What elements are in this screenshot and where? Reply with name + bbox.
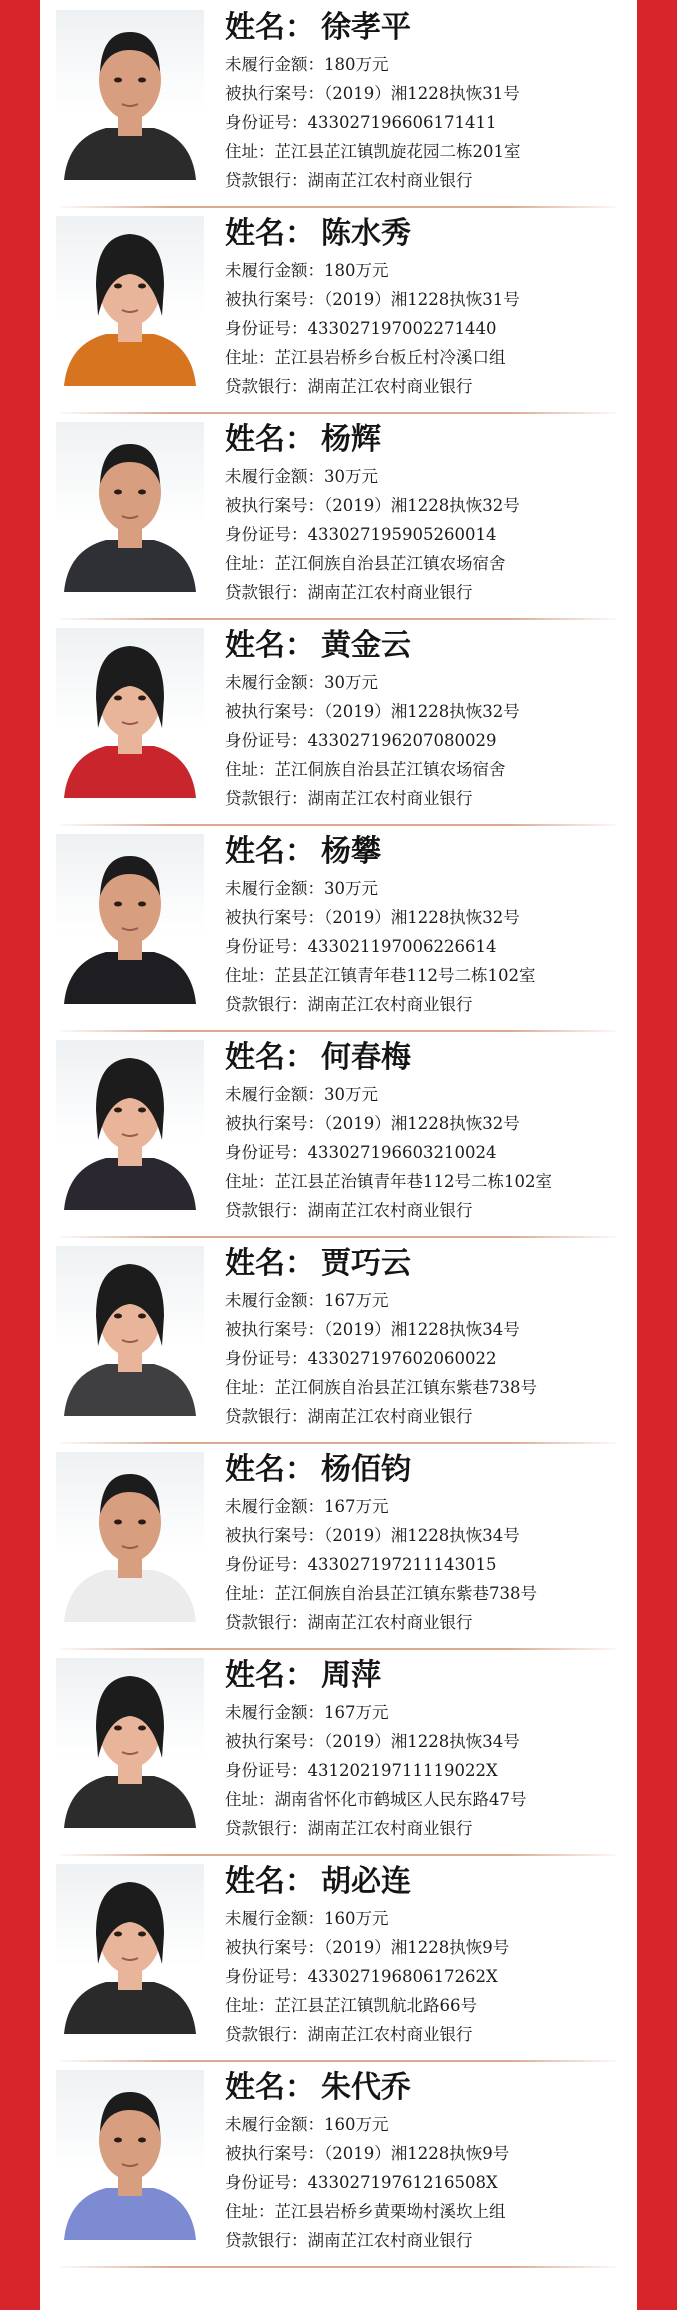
debtor-entry (40, 1238, 637, 1444)
case-row (225, 1109, 625, 1138)
amount-row (225, 1286, 625, 1315)
address-value: 芷江县芷江镇凯旋花园二栋201室 (274, 142, 521, 161)
entry-divider (60, 2266, 617, 2268)
debtor-name: 徐孝平 (321, 10, 411, 45)
debtor-entry (40, 826, 637, 1032)
debtor-info (225, 1448, 625, 1637)
address-value: 芷江县芷治镇青年巷112号二栋102室 (274, 1172, 552, 1191)
debtor-name: 杨佰钧 (321, 1452, 411, 1487)
bank-label: 贷款银行： (225, 1613, 308, 1632)
name-row (225, 1242, 625, 1286)
debtor-info (225, 418, 625, 607)
id-value: 433027196603210024 (307, 1143, 497, 1162)
debtor-entry (40, 414, 637, 620)
id-value: 43302719680617262X (307, 1967, 498, 1986)
case-label: 被执行案号： (225, 290, 324, 309)
debtor-entry (40, 1032, 637, 1238)
amount-value: 167万元 (324, 1497, 389, 1516)
id-value: 433027196207080029 (307, 731, 497, 750)
name-label: 姓名： (225, 1040, 315, 1075)
bank-label: 贷款银行： (225, 789, 308, 808)
address-row (225, 1785, 625, 1814)
portrait-photo (56, 628, 204, 798)
portrait-photo (56, 1452, 204, 1622)
case-label: 被执行案号： (225, 702, 324, 721)
bank-row (225, 578, 625, 607)
amount-row (225, 1698, 625, 1727)
id-value: 43120219711119022X (307, 1761, 498, 1780)
amount-row (225, 874, 625, 903)
id-row (225, 314, 625, 343)
case-value: （2019）湘1228执恢32号 (324, 702, 520, 721)
debtor-entry (40, 208, 637, 414)
id-value: 433027197602060022 (307, 1349, 497, 1368)
amount-label: 未履行金额： (225, 673, 324, 692)
id-row (225, 932, 625, 961)
debtor-name: 周萍 (321, 1658, 381, 1693)
case-value: （2019）湘1228执恢9号 (324, 1938, 510, 1957)
address-label: 住址： (225, 1584, 275, 1603)
case-row (225, 1727, 625, 1756)
portrait-photo (56, 422, 204, 592)
amount-value: 160万元 (324, 2115, 389, 2134)
case-label: 被执行案号： (225, 908, 324, 927)
name-label: 姓名： (225, 628, 315, 663)
amount-label: 未履行金额： (225, 1497, 324, 1516)
bank-value: 湖南芷江农村商业银行 (307, 583, 473, 602)
address-value: 芷江侗族自治县芷江镇东紫巷738号 (274, 1378, 537, 1397)
bank-value: 湖南芷江农村商业银行 (307, 995, 473, 1014)
case-label: 被执行案号： (225, 1732, 324, 1751)
name-label: 姓名： (225, 10, 315, 45)
address-label: 住址： (225, 1172, 275, 1191)
address-label: 住址： (225, 1378, 275, 1397)
debtor-name: 杨攀 (321, 834, 381, 869)
id-label: 身份证号： (225, 937, 308, 956)
id-label: 身份证号： (225, 1349, 308, 1368)
id-row (225, 1138, 625, 1167)
debtor-name: 胡必连 (321, 1864, 411, 1899)
case-label: 被执行案号： (225, 1320, 324, 1339)
debtor-entry (40, 620, 637, 826)
amount-value: 30万元 (324, 1085, 378, 1104)
case-row (225, 1315, 625, 1344)
case-row (225, 79, 625, 108)
id-label: 身份证号： (225, 731, 308, 750)
debtor-info (225, 212, 625, 401)
bank-row (225, 990, 625, 1019)
bank-value: 湖南芷江农村商业银行 (307, 789, 473, 808)
bank-value: 湖南芷江农村商业银行 (307, 171, 473, 190)
case-label: 被执行案号： (225, 1938, 324, 1957)
name-label: 姓名： (225, 1864, 315, 1899)
bank-label: 贷款银行： (225, 995, 308, 1014)
amount-label: 未履行金额： (225, 1085, 324, 1104)
debtor-info (225, 2066, 625, 2255)
address-row (225, 961, 625, 990)
case-label: 被执行案号： (225, 84, 324, 103)
amount-value: 30万元 (324, 673, 378, 692)
bank-label: 贷款银行： (225, 583, 308, 602)
amount-value: 180万元 (324, 55, 389, 74)
id-row (225, 1962, 625, 1991)
address-row (225, 1991, 625, 2020)
address-row (225, 2197, 625, 2226)
amount-value: 167万元 (324, 1291, 389, 1310)
address-row (225, 1167, 625, 1196)
address-label: 住址： (225, 1996, 275, 2015)
id-label: 身份证号： (225, 525, 308, 544)
address-value: 芷县芷江镇青年巷112号二栋102室 (274, 966, 536, 985)
case-label: 被执行案号： (225, 496, 324, 515)
id-label: 身份证号： (225, 113, 308, 132)
portrait-photo (56, 834, 204, 1004)
amount-value: 30万元 (324, 879, 378, 898)
id-value: 433027197002271440 (307, 319, 497, 338)
bank-row (225, 1814, 625, 1843)
bank-row (225, 1196, 625, 1225)
address-value: 芷江侗族自治县芷江镇农场宿舍 (274, 554, 506, 573)
case-value: （2019）湘1228执恢32号 (324, 496, 520, 515)
bank-row (225, 2020, 625, 2049)
id-label: 身份证号： (225, 1555, 308, 1574)
case-value: （2019）湘1228执恢34号 (324, 1526, 520, 1545)
address-row (225, 755, 625, 784)
amount-row (225, 50, 625, 79)
case-row (225, 903, 625, 932)
amount-row (225, 1904, 625, 1933)
debtor-name: 黄金云 (321, 628, 411, 663)
amount-label: 未履行金额： (225, 2115, 324, 2134)
amount-value: 30万元 (324, 467, 378, 486)
address-value: 芷江侗族自治县芷江镇农场宿舍 (274, 760, 506, 779)
portrait-photo (56, 2070, 204, 2240)
amount-row (225, 2110, 625, 2139)
amount-label: 未履行金额： (225, 261, 324, 280)
portrait-photo (56, 216, 204, 386)
debtor-entry (40, 2062, 637, 2268)
debtor-info (225, 1036, 625, 1225)
notice-sheet (40, 0, 637, 2310)
name-row (225, 6, 625, 50)
id-row (225, 1756, 625, 1785)
case-row (225, 697, 625, 726)
amount-row (225, 256, 625, 285)
bank-value: 湖南芷江农村商业银行 (307, 1201, 473, 1220)
bank-row (225, 784, 625, 813)
address-label: 住址： (225, 760, 275, 779)
bank-label: 贷款银行： (225, 2025, 308, 2044)
bank-value: 湖南芷江农村商业银行 (307, 2231, 473, 2250)
id-value: 433021197006226614 (307, 937, 497, 956)
name-row (225, 1654, 625, 1698)
portrait-photo (56, 1040, 204, 1210)
case-value: （2019）湘1228执恢32号 (324, 908, 520, 927)
debtor-name: 贾巧云 (321, 1246, 411, 1281)
case-label: 被执行案号： (225, 1526, 324, 1545)
debtor-info (225, 624, 625, 813)
debtor-entry (40, 2, 637, 208)
debtor-name: 朱代乔 (321, 2070, 411, 2105)
address-value: 湖南省怀化市鹤城区人民东路47号 (274, 1790, 527, 1809)
name-label: 姓名： (225, 216, 315, 251)
id-label: 身份证号： (225, 1143, 308, 1162)
case-value: （2019）湘1228执恢34号 (324, 1732, 520, 1751)
debtor-entry (40, 1444, 637, 1650)
case-label: 被执行案号： (225, 2144, 324, 2163)
address-row (225, 343, 625, 372)
debtor-entry (40, 1856, 637, 2062)
debtor-name: 何春梅 (321, 1040, 411, 1075)
bank-value: 湖南芷江农村商业银行 (307, 2025, 473, 2044)
id-row (225, 1550, 625, 1579)
amount-label: 未履行金额： (225, 55, 324, 74)
debtor-entry (40, 1650, 637, 1856)
case-row (225, 285, 625, 314)
amount-value: 180万元 (324, 261, 389, 280)
address-label: 住址： (225, 966, 275, 985)
amount-label: 未履行金额： (225, 1909, 324, 1928)
debtor-name: 陈水秀 (321, 216, 411, 251)
name-row (225, 212, 625, 256)
address-label: 住址： (225, 2202, 275, 2221)
debtor-info (225, 6, 625, 195)
amount-label: 未履行金额： (225, 467, 324, 486)
case-value: （2019）湘1228执恢34号 (324, 1320, 520, 1339)
bank-row (225, 1608, 625, 1637)
debtor-info (225, 1242, 625, 1431)
id-row (225, 726, 625, 755)
id-label: 身份证号： (225, 319, 308, 338)
address-label: 住址： (225, 1790, 275, 1809)
amount-value: 167万元 (324, 1703, 389, 1722)
id-label: 身份证号： (225, 2173, 308, 2192)
address-value: 芷江县岩桥乡黄栗坳村溪坎上组 (274, 2202, 506, 2221)
portrait-photo (56, 1246, 204, 1416)
case-value: （2019）湘1228执恢9号 (324, 2144, 510, 2163)
bank-label: 贷款银行： (225, 1407, 308, 1426)
address-value: 芷江县芷江镇凯航北路66号 (274, 1996, 477, 2015)
case-row (225, 491, 625, 520)
bank-label: 贷款银行： (225, 171, 308, 190)
case-row (225, 1933, 625, 1962)
address-label: 住址： (225, 348, 275, 367)
id-value: 433027197211143015 (307, 1555, 497, 1574)
amount-label: 未履行金额： (225, 1291, 324, 1310)
id-value: 43302719761216508X (307, 2173, 498, 2192)
portrait-photo (56, 10, 204, 180)
address-value: 芷江侗族自治县芷江镇东紫巷738号 (274, 1584, 537, 1603)
bank-row (225, 372, 625, 401)
bank-value: 湖南芷江农村商业银行 (307, 1407, 473, 1426)
debtor-name: 杨辉 (321, 422, 381, 457)
amount-row (225, 462, 625, 491)
amount-row (225, 1492, 625, 1521)
bank-value: 湖南芷江农村商业银行 (307, 377, 473, 396)
address-label: 住址： (225, 142, 275, 161)
bank-row (225, 2226, 625, 2255)
name-label: 姓名： (225, 1246, 315, 1281)
id-label: 身份证号： (225, 1761, 308, 1780)
name-label: 姓名： (225, 834, 315, 869)
name-row (225, 1448, 625, 1492)
debtor-info (225, 1860, 625, 2049)
name-label: 姓名： (225, 1658, 315, 1693)
name-row (225, 1860, 625, 1904)
address-row (225, 1373, 625, 1402)
case-value: （2019）湘1228执恢31号 (324, 84, 520, 103)
bank-value: 湖南芷江农村商业银行 (307, 1613, 473, 1632)
debtor-info (225, 830, 625, 1019)
bank-label: 贷款银行： (225, 377, 308, 396)
name-label: 姓名： (225, 422, 315, 457)
amount-value: 160万元 (324, 1909, 389, 1928)
name-label: 姓名： (225, 1452, 315, 1487)
bank-value: 湖南芷江农村商业银行 (307, 1819, 473, 1838)
debtor-info (225, 1654, 625, 1843)
bank-row (225, 1402, 625, 1431)
id-value: 433027195905260014 (307, 525, 497, 544)
bank-label: 贷款银行： (225, 1201, 308, 1220)
amount-label: 未履行金额： (225, 879, 324, 898)
id-row (225, 1344, 625, 1373)
id-row (225, 2168, 625, 2197)
id-value: 433027196606171411 (307, 113, 497, 132)
name-row (225, 624, 625, 668)
name-row (225, 1036, 625, 1080)
case-row (225, 2139, 625, 2168)
address-value: 芷江县岩桥乡台板丘村冷溪口组 (274, 348, 506, 367)
address-label: 住址： (225, 554, 275, 573)
amount-label: 未履行金额： (225, 1703, 324, 1722)
portrait-photo (56, 1864, 204, 2034)
bank-row (225, 166, 625, 195)
portrait-photo (56, 1658, 204, 1828)
name-row (225, 418, 625, 462)
case-label: 被执行案号： (225, 1114, 324, 1133)
address-row (225, 549, 625, 578)
case-value: （2019）湘1228执恢31号 (324, 290, 520, 309)
id-label: 身份证号： (225, 1967, 308, 1986)
name-row (225, 2066, 625, 2110)
id-row (225, 520, 625, 549)
amount-row (225, 1080, 625, 1109)
name-row (225, 830, 625, 874)
id-row (225, 108, 625, 137)
name-label: 姓名： (225, 2070, 315, 2105)
amount-row (225, 668, 625, 697)
bank-label: 贷款银行： (225, 1819, 308, 1838)
case-value: （2019）湘1228执恢32号 (324, 1114, 520, 1133)
address-row (225, 137, 625, 166)
bank-label: 贷款银行： (225, 2231, 308, 2250)
address-row (225, 1579, 625, 1608)
case-row (225, 1521, 625, 1550)
